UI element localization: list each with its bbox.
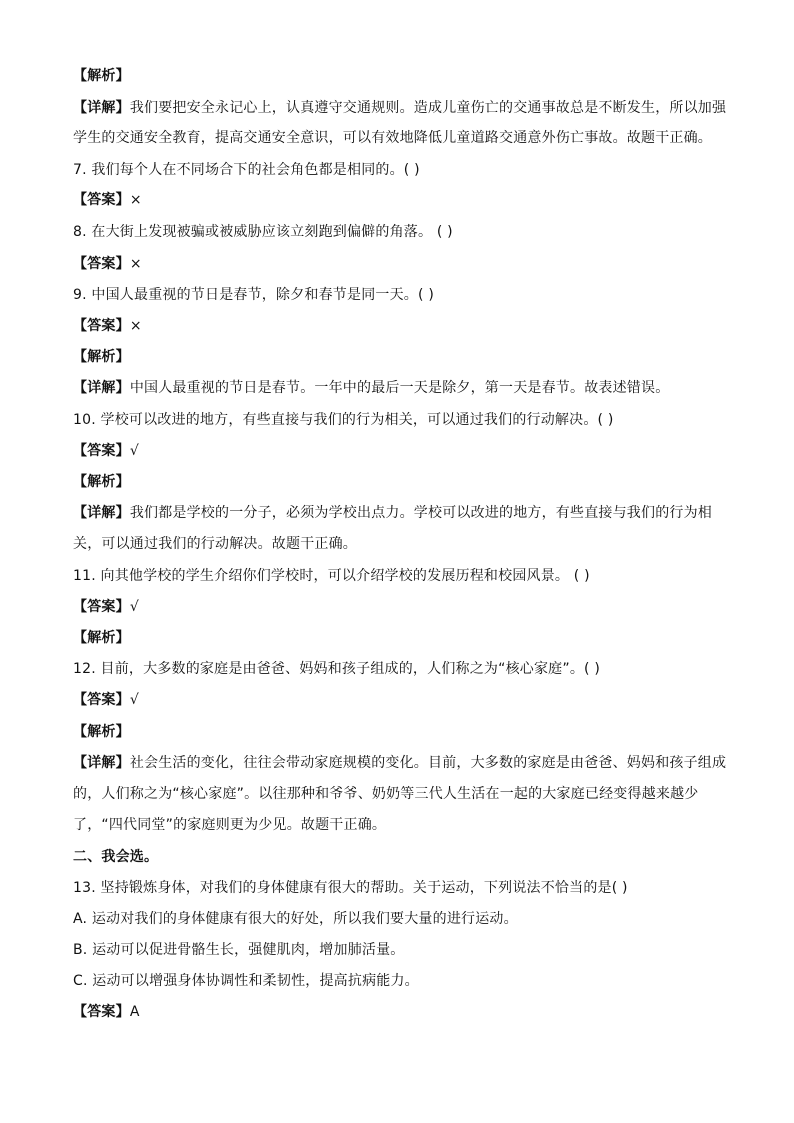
answer-11: 【答案】√: [73, 599, 139, 615]
option-c: C. 运动可以增强身体协调性和柔韧性，提高抗病能力。: [73, 973, 419, 989]
analysis-label: 【解析】: [73, 724, 130, 740]
analysis-label: 【解析】: [73, 630, 130, 646]
answer-9: 【答案】×: [73, 318, 142, 334]
question-10: 10. 学校可以改进的地方，有些直接与我们的行为相关，可以通过我们的行动解决。( ): [73, 412, 614, 428]
detail-line: 【详解】社会生活的变化，往往会带动家庭规模的变化。目前，大多数的家庭是由爸爸、妈妈和孩子组成: [73, 755, 727, 771]
section-heading: 二、我会选。: [73, 849, 159, 865]
analysis-label: 【解析】: [73, 349, 130, 365]
answer-12: 【答案】√: [73, 692, 139, 708]
text-line: 的，人们称之为“核心家庭”。以往那种和爷爷、奶奶等三代人生活在一起的大家庭已经变得越来越少: [73, 786, 699, 802]
detail-line: 【详解】中国人最重视的节日是春节。一年中的最后一天是除夕，第一天是春节。故表述错误。: [73, 380, 670, 396]
question-12: 12. 目前，大多数的家庭是由爸爸、妈妈和孩子组成的，人们称之为“核心家庭”。( ): [73, 661, 600, 677]
text-line: 关，可以通过我们的行动解决。故题干正确。: [73, 536, 357, 552]
option-a: A. 运动对我们的身体健康有很大的好处，所以我们要大量的进行运动。: [73, 911, 518, 927]
question-11: 11. 向其他学校的学生介绍你们学校时，可以介绍学校的发展历程和校园风景。 ( ): [73, 568, 590, 584]
detail-line: 【详解】我们都是学校的一分子，必须为学校出点力。学校可以改进的地方，有些直接与我们的行为相: [73, 505, 713, 521]
detail-line: 【详解】我们要把安全永记心上，认真遵守交通规则。造成儿童伤亡的交通事故总是不断发生，所以加强: [73, 100, 727, 116]
answer-13: 【答案】A: [73, 1004, 140, 1020]
question-7: 7. 我们每个人在不同场合下的社会角色都是相同的。( ): [73, 162, 420, 178]
question-13: 13. 坚持锻炼身体，对我们的身体健康有很大的帮助。关于运动，下列说法不恰当的是( ): [73, 880, 628, 896]
analysis-label: 【解析】: [73, 474, 130, 490]
text-line: 了，“四代同堂”的家庭则更为少见。故题干正确。: [73, 817, 387, 833]
analysis-label: 【解析】: [73, 68, 130, 84]
text-line: 学生的交通安全教育，提高交通安全意识，可以有效地降低儿童道路交通意外伤亡事故。故题干正确。: [73, 130, 712, 146]
answer-8: 【答案】×: [73, 256, 142, 272]
option-b: B. 运动可以促进骨骼生长，强健肌肉，增加肺活量。: [73, 942, 405, 958]
question-8: 8. 在大街上发现被骗或被威胁应该立刻跑到偏僻的角落。 ( ): [73, 224, 453, 240]
question-9: 9. 中国人最重视的节日是春节，除夕和春节是同一天。( ): [73, 287, 434, 303]
answer-10: 【答案】√: [73, 443, 139, 459]
answer-7: 【答案】×: [73, 192, 142, 208]
